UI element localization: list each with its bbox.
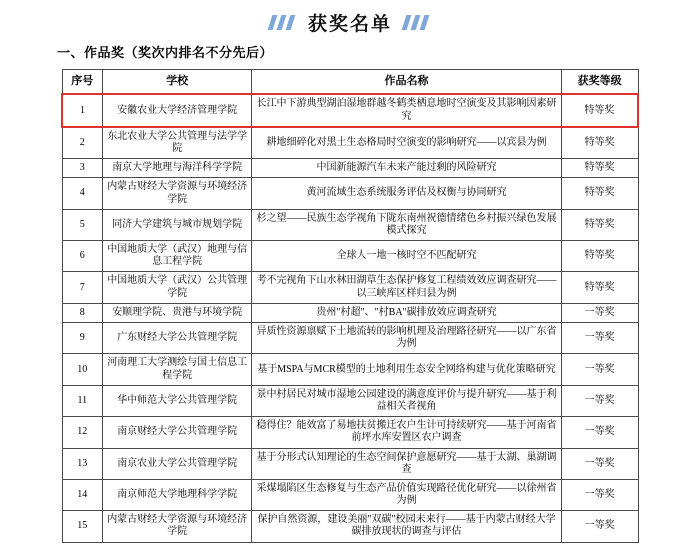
table-row xyxy=(62,448,638,479)
cell-school: 中国地质大学（武汉）公共管理学院 xyxy=(103,272,252,303)
cell-work: 考不完视角下山水林田湖草生态保护修复工程绩效效应调查研究——以三峡库区样归县为例 xyxy=(252,272,561,303)
document-title-banner xyxy=(0,9,700,36)
cell-level: 一等奖 xyxy=(561,354,638,385)
cell-level: 一等奖 xyxy=(561,479,638,510)
cell-school: 南京财经大学公共管理学院 xyxy=(103,417,252,448)
cell-work: 全球人一地一核时空不匹配研究 xyxy=(252,241,561,272)
table-row xyxy=(62,159,638,178)
cell-work: 采煤塌陷区生态修复与生态产品价值实现路径优化研究——以徐州省为例 xyxy=(252,479,561,510)
cell-level: 特等奖 xyxy=(561,159,638,178)
table-row xyxy=(62,303,638,322)
table-row xyxy=(62,323,638,354)
table-row xyxy=(62,94,638,126)
award-table xyxy=(61,69,639,543)
table-row xyxy=(62,385,638,416)
cell-level: 特等奖 xyxy=(561,178,638,209)
cell-work: 中国新能源汽车未来产能过剩的风险研究 xyxy=(252,159,561,178)
cell-no: 12 xyxy=(62,417,103,448)
cell-school: 南京师范大学地理科学学院 xyxy=(103,479,252,510)
cell-level: 特等奖 xyxy=(561,272,638,303)
cell-level: 一等奖 xyxy=(561,448,638,479)
cell-level: 特等奖 xyxy=(561,94,638,126)
cell-school: 安顺理学院、贵港与环境学院 xyxy=(103,303,252,322)
cell-level: 一等奖 xyxy=(561,385,638,416)
section-heading: 一、作品奖（奖次内排名不分先后） xyxy=(57,45,274,60)
table-header-row xyxy=(62,70,638,95)
table-row xyxy=(62,511,638,542)
cell-school: 广东财经大学公共管理学院 xyxy=(103,323,252,354)
document-page xyxy=(0,9,700,557)
cell-no: 8 xyxy=(62,303,103,322)
table-row xyxy=(62,479,638,510)
cell-school: 南京农业大学公共管理学院 xyxy=(103,448,252,479)
cell-no: 13 xyxy=(62,448,103,479)
column-header-school: 学校 xyxy=(103,70,252,95)
cell-work: 景中村居民对城市湿地公园建设的满意度评价与提升研究——基于利益相关者视角 xyxy=(252,385,561,416)
cell-work: 贵州"村超"、"村BA"碳排放效应调查研究 xyxy=(252,303,561,322)
cell-level: 一等奖 xyxy=(561,303,638,322)
cell-level: 一等奖 xyxy=(561,323,638,354)
cell-work: 长江中下游典型湖泊湿地群越冬鹤类栖息地时空演变及其影响因素研究 xyxy=(252,94,561,126)
cell-no: 15 xyxy=(62,511,103,542)
cell-no: 14 xyxy=(62,479,103,510)
table-row xyxy=(62,241,638,272)
decorative-stripes-left-icon xyxy=(268,15,298,30)
cell-school: 内蒙古财经大学资源与环境经济学院 xyxy=(103,178,252,209)
cell-work: 基于分形式认知理论的生态空间保护意愿研究——基于太湖、巢湖调查 xyxy=(252,448,561,479)
cell-school: 内蒙古财经大学资源与环境经济学院 xyxy=(103,511,252,542)
cell-no: 1 xyxy=(62,94,103,126)
table-row xyxy=(62,178,638,209)
cell-no: 2 xyxy=(62,127,103,159)
cell-level: 一等奖 xyxy=(561,417,638,448)
column-header-work: 作品名称 xyxy=(252,70,561,95)
cell-work: 基于MSPA与MCR模型的土地利用生态安全网络构建与优化策略研究 xyxy=(252,354,561,385)
table-row xyxy=(62,209,638,240)
table-row xyxy=(62,127,638,159)
cell-school: 河南理工大学测绘与国土信息工程学院 xyxy=(103,354,252,385)
cell-level: 特等奖 xyxy=(561,209,638,240)
cell-no: 4 xyxy=(62,178,103,209)
award-table-container xyxy=(61,69,639,543)
cell-no: 10 xyxy=(62,354,103,385)
cell-level: 特等奖 xyxy=(561,127,638,159)
cell-work: 保护自然资源，建设美丽"双碳"校园未来行——基于内蒙古财经大学碳排放现状的调查与评估 xyxy=(252,511,561,542)
table-row xyxy=(62,417,638,448)
table-row xyxy=(62,272,638,303)
table-row xyxy=(62,354,638,385)
cell-work: 黄河流域生态系统服务评估及权衡与协同研究 xyxy=(252,178,561,209)
cell-school: 东北农业大学公共管理与法学学院 xyxy=(103,127,252,159)
column-header-no: 序号 xyxy=(62,70,103,95)
cell-school: 同济大学建筑与城市规划学院 xyxy=(103,209,252,240)
decorative-stripes-right-icon xyxy=(402,15,432,30)
cell-level: 一等奖 xyxy=(561,511,638,542)
cell-no: 7 xyxy=(62,272,103,303)
cell-no: 11 xyxy=(62,385,103,416)
cell-school: 南京大学地理与海洋科学学院 xyxy=(103,159,252,178)
cell-work: 耕地细碎化对黑土生态格局时空演变的影响研究——以宾县为例 xyxy=(252,127,561,159)
cell-work: 稳得住？能效富了易地扶贫搬迁农户生计可持续研究——基于河南省前坪水库安置区农户调查 xyxy=(252,417,561,448)
column-header-level: 获奖等级 xyxy=(561,70,638,95)
cell-no: 5 xyxy=(62,209,103,240)
cell-school: 安徽农业大学经济管理学院 xyxy=(103,94,252,126)
cell-no: 9 xyxy=(62,323,103,354)
cell-no: 6 xyxy=(62,241,103,272)
cell-school: 华中师范大学公共管理学院 xyxy=(103,385,252,416)
cell-level: 特等奖 xyxy=(561,241,638,272)
cell-no: 3 xyxy=(62,159,103,178)
cell-work: 异质性资源禀赋下土地流转的影响机理及治理路径研究——以广东省为例 xyxy=(252,323,561,354)
cell-school: 中国地质大学（武汉）地理与信息工程学院 xyxy=(103,241,252,272)
cell-work: 杉之望——民族生态学视角下陇东南州祝德情绪色乡村振兴绿色发展模式探究 xyxy=(252,209,561,240)
page-title: 获奖名单 xyxy=(307,14,392,35)
